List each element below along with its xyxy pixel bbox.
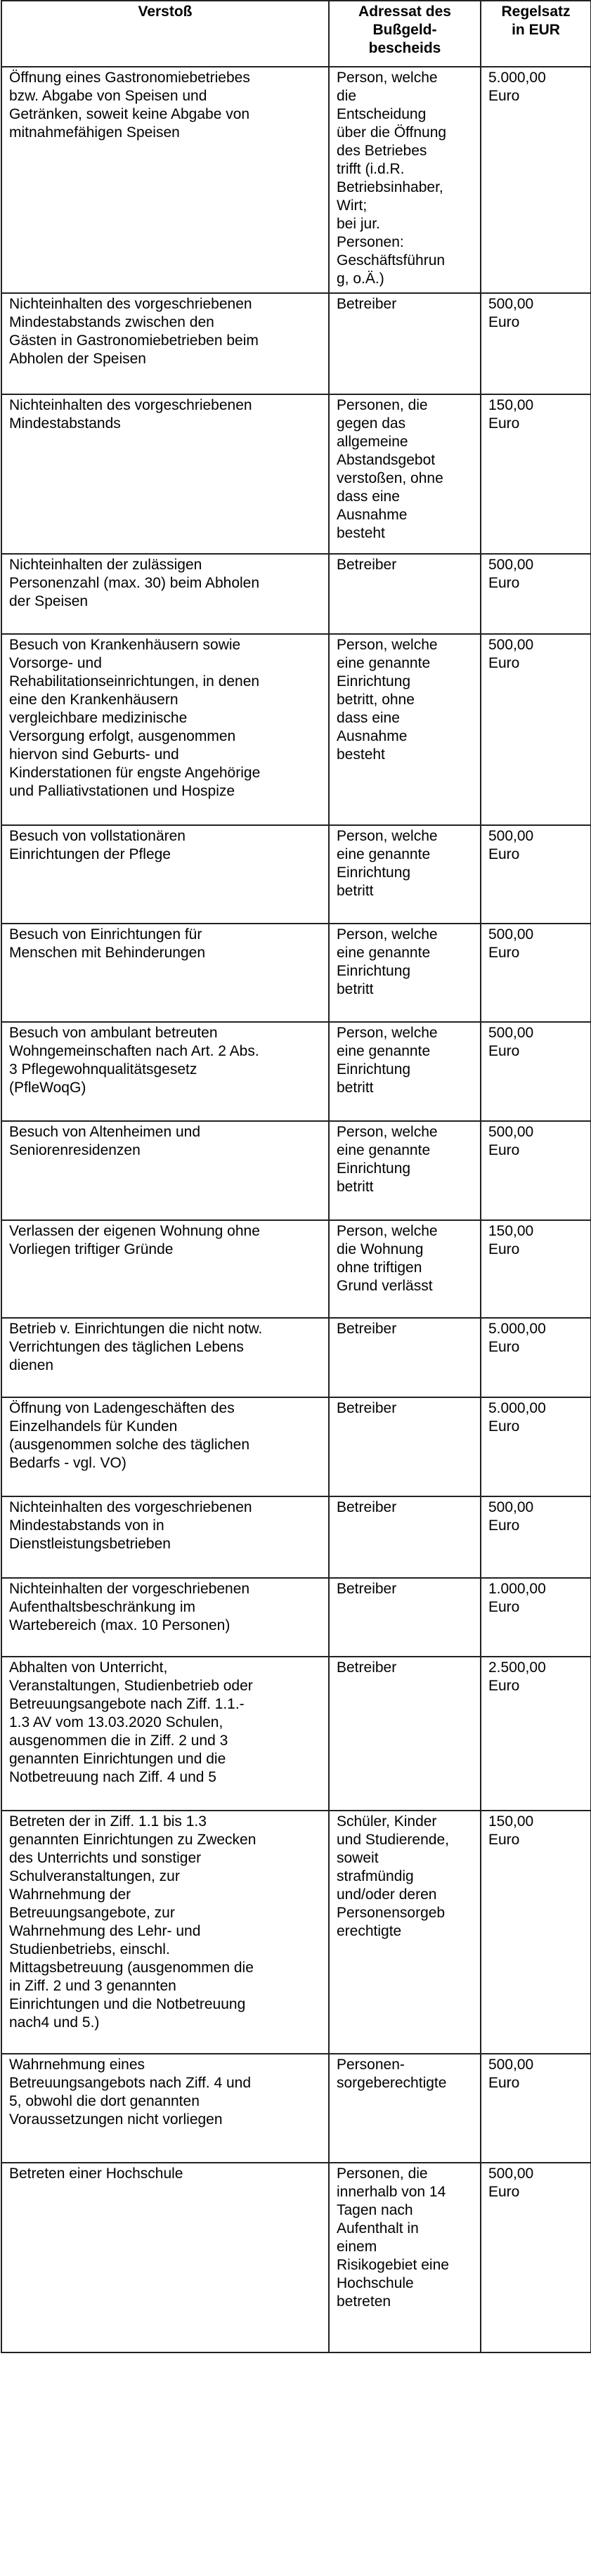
violation-cell: Nichteinhalten der zulässigen Personenzahl (max. 30) beim Abholen der Speisen xyxy=(1,554,329,634)
header-row xyxy=(1,1,591,67)
table-row xyxy=(1,634,591,825)
fine-cell: 500,00 Euro xyxy=(481,924,591,1022)
violation-cell: Betreten der in Ziff. 1.1 bis 1.3 genannten Einrichtungen zu Zwecken des Unterrichts und sonstiger Schulveranstaltungen, zur Wahrnehmung der Betreuungsangebote, zur Wahrnehmung des Lehr- und Studienbetriebs, einschl. Mittagsbetreuung (ausgenommen die in Ziff. 2 und 3 genannten Einrichtungen und die Notbetreuung nach4 und 5.) xyxy=(1,1811,329,2054)
table-row xyxy=(1,1318,591,1397)
table-row xyxy=(1,1811,591,2054)
table-row xyxy=(1,554,591,634)
table-body xyxy=(1,67,591,2352)
fine-cell: 5.000,00 Euro xyxy=(481,1318,591,1397)
fine-cell: 150,00 Euro xyxy=(481,1811,591,2054)
addressee-cell: Person, welche eine genannte Einrichtung betritt xyxy=(329,825,481,924)
violation-cell: Nichteinhalten des vorgeschriebenen Mindestabstands von in Dienstleistungsbetrieben xyxy=(1,1496,329,1578)
table-row xyxy=(1,1657,591,1811)
fine-cell: 1.000,00 Euro xyxy=(481,1578,591,1657)
fine-cell: 5.000,00 Euro xyxy=(481,67,591,293)
violation-cell: Wahrnehmung eines Betreuungsangebots nach Ziff. 4 und 5, obwohl die dort genannten Voraussetzungen nicht vorliegen xyxy=(1,2054,329,2163)
addressee-cell: Person, welche die Wohnung ohne triftigen Grund verlässt xyxy=(329,1220,481,1318)
addressee-cell: Schüler, Kinder und Studierende, soweit strafmündig und/oder deren Personensorgeb erechtigte xyxy=(329,1811,481,2054)
fine-cell: 500,00 Euro xyxy=(481,554,591,634)
table-row xyxy=(1,1022,591,1121)
violation-cell: Besuch von Einrichtungen für Menschen mit Behinderungen xyxy=(1,924,329,1022)
violation-cell: Betreten einer Hochschule xyxy=(1,2163,329,2352)
table-row xyxy=(1,293,591,394)
violation-cell: Besuch von vollstationären Einrichtungen der Pflege xyxy=(1,825,329,924)
violation-cell: Abhalten von Unterricht, Veranstaltungen, Studienbetrieb oder Betreuungsangebote nach Ziff. 1.1.- 1.3 AV vom 13.03.2020 Schulen, ausgenommen die in Ziff. 2 und 3 genannten Einrichtungen und die Notbetreuung nach Ziff. 4 und 5 xyxy=(1,1657,329,1811)
violation-cell: Besuch von ambulant betreuten Wohngemeinschaften nach Art. 2 Abs. 3 Pflegewohnqualitätsgesetz (PfleWoqG) xyxy=(1,1022,329,1121)
table-row xyxy=(1,1397,591,1496)
violation-cell: Öffnung eines Gastronomiebetriebes bzw. Abgabe von Speisen und Getränken, soweit keine Abgabe von mitnahmefähigen Speisen xyxy=(1,67,329,293)
table-row xyxy=(1,67,591,293)
header-violation: Verstoß xyxy=(1,1,329,67)
table-row xyxy=(1,2163,591,2352)
addressee-cell: Betreiber xyxy=(329,1318,481,1397)
table-row xyxy=(1,1121,591,1220)
violation-cell: Nichteinhalten des vorgeschriebenen Mindestabstands xyxy=(1,394,329,554)
fine-cell: 500,00 Euro xyxy=(481,1496,591,1578)
addressee-cell: Person, welche eine genannte Einrichtung betritt xyxy=(329,1022,481,1121)
addressee-cell: Personen, die gegen das allgemeine Abstandsgebot verstoßen, ohne dass eine Ausnahme besteht xyxy=(329,394,481,554)
table-row xyxy=(1,825,591,924)
table-row xyxy=(1,394,591,554)
addressee-cell: Betreiber xyxy=(329,293,481,394)
addressee-cell: Personen, die innerhalb von 14 Tagen nach Aufenthalt in einem Risikogebiet eine Hochschule betreten xyxy=(329,2163,481,2352)
violation-cell: Nichteinhalten des vorgeschriebenen Mindestabstands zwischen den Gästen in Gastronomiebetrieben beim Abholen der Speisen xyxy=(1,293,329,394)
table-row xyxy=(1,1496,591,1578)
header-fine-amount: Regelsatz in EUR xyxy=(481,1,591,67)
table-row xyxy=(1,924,591,1022)
addressee-cell: Personen- sorgeberechtigte xyxy=(329,2054,481,2163)
addressee-cell: Betreiber xyxy=(329,1578,481,1657)
table-row xyxy=(1,1220,591,1318)
violation-cell: Öffnung von Ladengeschäften des Einzelhandels für Kunden (ausgenommen solche des täglichen Bedarfs - vgl. VO) xyxy=(1,1397,329,1496)
fines-table xyxy=(1,0,591,2353)
addressee-cell: Betreiber xyxy=(329,554,481,634)
violation-cell: Nichteinhalten der vorgeschriebenen Aufenthaltsbeschränkung im Wartebereich (max. 10 Personen) xyxy=(1,1578,329,1657)
fine-cell: 500,00 Euro xyxy=(481,2163,591,2352)
fine-cell: 2.500,00 Euro xyxy=(481,1657,591,1811)
fine-cell: 500,00 Euro xyxy=(481,825,591,924)
fine-cell: 500,00 Euro xyxy=(481,634,591,825)
fine-cell: 5.000,00 Euro xyxy=(481,1397,591,1496)
addressee-cell: Person, welche eine genannte Einrichtung betritt xyxy=(329,1121,481,1220)
violation-cell: Besuch von Krankenhäusern sowie Vorsorge- und Rehabilitationseinrichtungen, in denen eine den Krankenhäusern vergleichbare medizinische Versorgung erfolgt, ausgenommen hiervon sind Geburts- und Kinderstationen für engste Angehörige und Palliativstationen und Hospize xyxy=(1,634,329,825)
addressee-cell: Betreiber xyxy=(329,1496,481,1578)
violation-cell: Verlassen der eigenen Wohnung ohne Vorliegen triftiger Gründe xyxy=(1,1220,329,1318)
addressee-cell: Person, welche die Entscheidung über die Öffnung des Betriebes trifft (i.d.R. Betriebsinhaber, Wirt; bei jur. Personen: Geschäftsführun g, o.Ä.) xyxy=(329,67,481,293)
table-row xyxy=(1,1578,591,1657)
fine-cell: 500,00 Euro xyxy=(481,293,591,394)
addressee-cell: Person, welche eine genannte Einrichtung betritt xyxy=(329,924,481,1022)
header-addressee: Adressat des Bußgeld- bescheids xyxy=(329,1,481,67)
fine-cell: 150,00 Euro xyxy=(481,1220,591,1318)
fine-cell: 500,00 Euro xyxy=(481,1022,591,1121)
table-header xyxy=(1,1,591,67)
fine-cell: 150,00 Euro xyxy=(481,394,591,554)
addressee-cell: Betreiber xyxy=(329,1657,481,1811)
table-row xyxy=(1,2054,591,2163)
addressee-cell: Person, welche eine genannte Einrichtung betritt, ohne dass eine Ausnahme besteht xyxy=(329,634,481,825)
violation-cell: Betrieb v. Einrichtungen die nicht notw. Verrichtungen des täglichen Lebens dienen xyxy=(1,1318,329,1397)
addressee-cell: Betreiber xyxy=(329,1397,481,1496)
violation-cell: Besuch von Altenheimen und Seniorenresidenzen xyxy=(1,1121,329,1220)
fine-cell: 500,00 Euro xyxy=(481,2054,591,2163)
fine-cell: 500,00 Euro xyxy=(481,1121,591,1220)
